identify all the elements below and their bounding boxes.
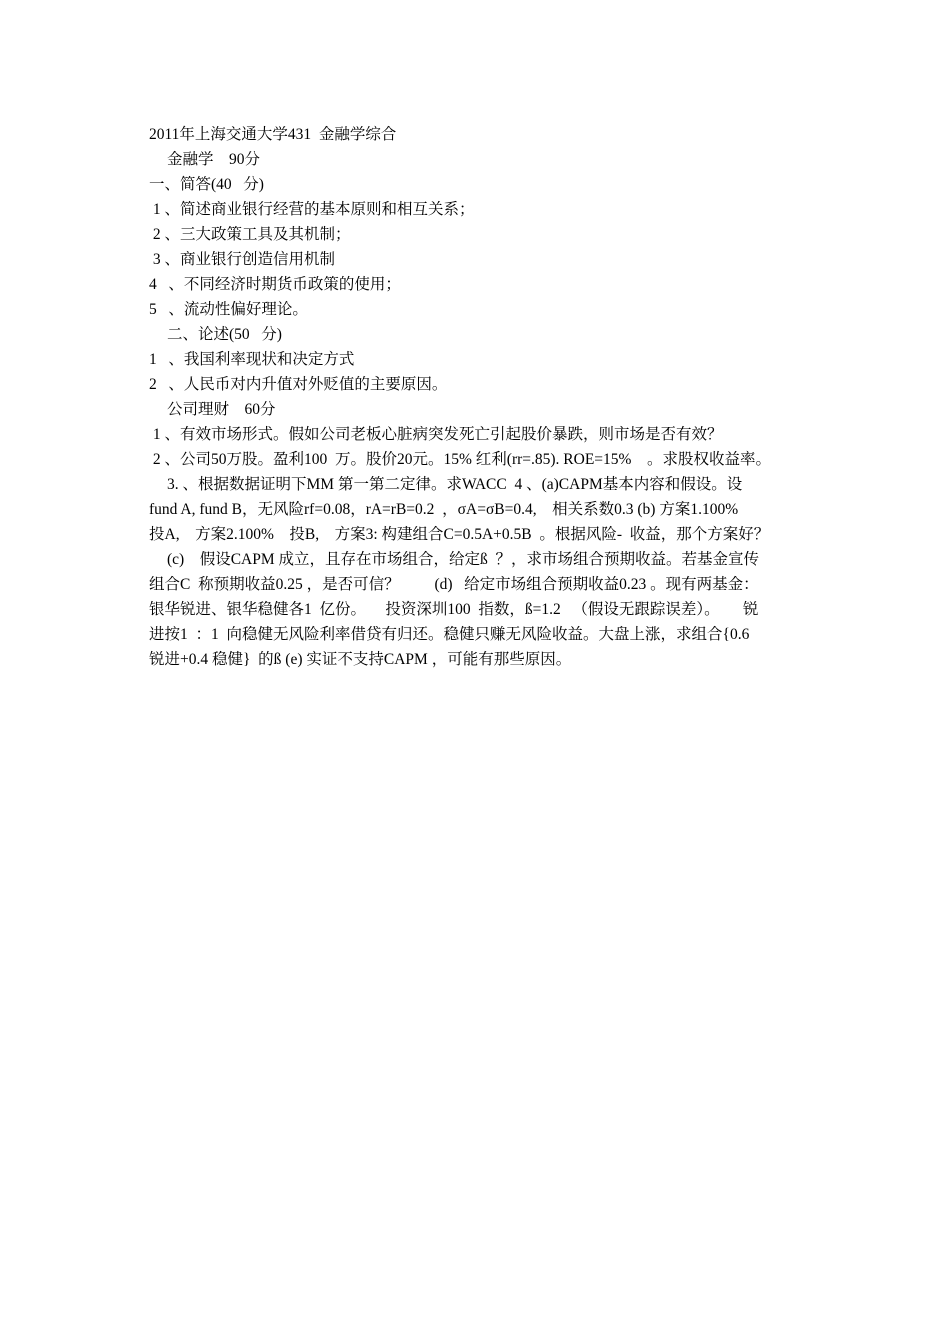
question-line: 2 、三大政策工具及其机制；: [149, 226, 351, 243]
question-line: 2 、人民币对内升值对外贬值的主要原因。: [149, 376, 448, 393]
question-line: 2 、公司50万股。盈利100 万。股价20元。15% 红利(rr=.85). ROE=15% 。求股权收益率。: [149, 451, 771, 468]
question-line: 1 、简述商业银行经营的基本原则和相互关系；: [149, 201, 475, 218]
question-line: 4 、不同经济时期货币政策的使用；: [149, 276, 401, 293]
section-heading-corporate-finance: 公司理财 60分: [167, 401, 276, 418]
question-line: 组合C 称预期收益0.25 ，是否可信？ (d) 给定市场组合预期收益0.23 。现有两基金：: [149, 576, 759, 593]
section-heading-finance: 金融学 90分: [167, 151, 261, 168]
document-body: [149, 122, 809, 672]
question-line: 3. 、根据数据证明下MM 第一第二定律。求WACC 4 、(a)CAPM基本内容和假设。设: [167, 476, 743, 493]
section-heading-essay: 二、论述(50 分): [167, 326, 282, 343]
question-line: 1 、有效市场形式。假如公司老板心脏病突发死亡引起股价暴跌，则市场是否有效？: [149, 426, 723, 443]
question-line: fund A, fund B，无风险rf=0.08，rA=rB=0.2 ，σA=σB=0.4, 相关系数0.3 (b) 方案1.100%: [149, 501, 739, 518]
document-title: 2011年上海交通大学431 金融学综合: [149, 126, 397, 143]
question-line: 1 、我国利率现状和决定方式: [149, 351, 355, 368]
question-line: 进按1 ：1 向稳健无风险利率借贷有归还。稳健只赚无风险收益。大盘上涨，求组合{0.6: [149, 626, 750, 643]
question-line: 投A, 方案2.100% 投B, 方案3: 构建组合C=0.5A+0.5B 。根据风险- 收益，那个方案好？: [149, 526, 770, 543]
question-line: 银华锐进、银华稳健各1 亿份。 投资深圳100 指数，ß=1.2 （假设无跟踪误差）。 锐: [149, 601, 759, 618]
question-line: 5 、流动性偏好理论。: [149, 301, 308, 318]
question-line: 3 、商业银行创造信用机制: [149, 251, 336, 268]
section-heading-short-answer: 一、简答(40 分): [149, 176, 264, 193]
question-line: (c) 假设CAPM 成立，且存在市场组合，给定ß ？，求市场组合预期收益。若基金宣传: [167, 551, 760, 568]
question-line: 锐进+0.4 稳健} 的ß (e) 实证不支持CAPM ，可能有那些原因。: [149, 651, 572, 668]
